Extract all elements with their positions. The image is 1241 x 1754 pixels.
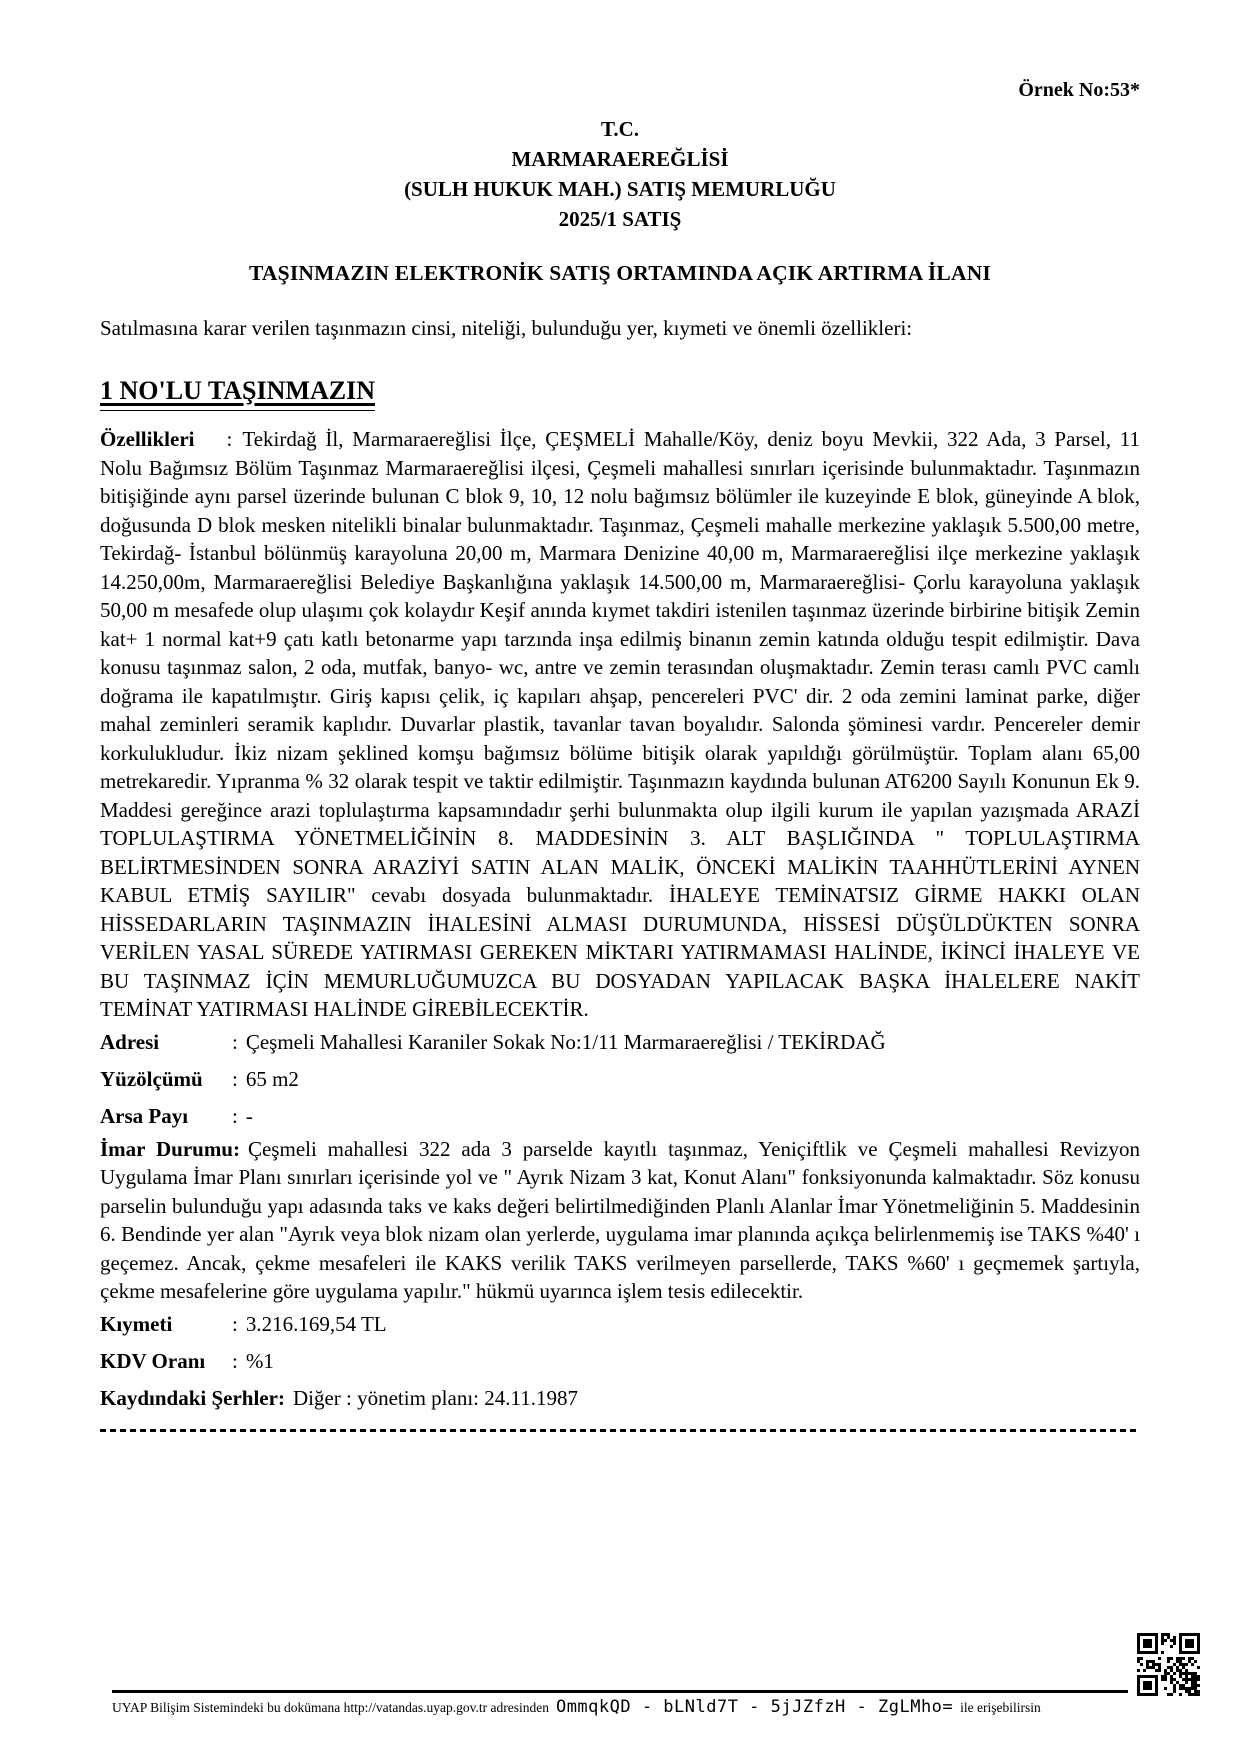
court-header	[100, 114, 1140, 234]
footer-access-code: OmmqkQD - bLNld7T - 5jJZfzH - ZgLMho=	[555, 1697, 954, 1717]
serhler-value: Diğer : yönetim planı: 24.11.1987	[292, 1385, 578, 1410]
header-line-case-number: 2025/1 SATIŞ	[558, 207, 682, 231]
dashed-separator	[100, 1429, 1140, 1432]
kiymeti-label: Kıymeti	[100, 1311, 173, 1336]
ornek-no: Örnek No:53*	[1018, 79, 1140, 101]
yuzolcumu-value: 65 m2	[245, 1066, 299, 1091]
yuzolcumu-colon: :	[232, 1066, 238, 1091]
kiymeti-colon: :	[232, 1311, 238, 1336]
yuzolcumu-label: Yüzölçümü	[100, 1066, 203, 1091]
field-row-serhler	[100, 1380, 1140, 1417]
kdv-orani-label: KDV Oranı	[100, 1348, 206, 1373]
ozellikleri-colon: :	[226, 427, 233, 451]
adresi-colon: :	[232, 1029, 238, 1054]
kdv-orani-colon: :	[232, 1348, 238, 1373]
header-line-tc: T.C.	[600, 117, 640, 141]
kdv-orani-value: %1	[245, 1348, 274, 1373]
qr-code-icon	[1137, 1633, 1200, 1696]
ozellikleri-paragraph	[100, 425, 1140, 1024]
section-heading-text: 1 NO'LU TAŞINMAZIN	[100, 376, 375, 411]
imar-durumu-text: Çeşmeli mahallesi 322 ada 3 parselde kayıtlı taşınmaz, Yeniçiftlik ve Çeşmeli mahallesi Revizyon Uygulama İmar Planı sınırları içerisinde yol ve " Ayrık Nizam 3 kat, Konut Alanı" fonksiyonunda kalmaktadır. Söz konusu parselin bulunduğu yapı adasında taks ve kaks değeri belirtilmediğinden Planlı Alanlar İmar Yönetmeliğinin 5. Maddesinin 6. Bendinde yer alan "Ayrık veya blok nizam olan yerlerde, uygulama imar planında açıkça belirlenmemiş ise TAKS %40' ı geçemez. Ancak, çekme mesafeleri ile KAKS verilik TAKS verilmeyen parsellerde, TAKS %60' ı geçmemek şartıyla, çekme mesafelerine göre uygulama yapılır." hükmü uyarınca işlem tesis edilecektir.	[100, 1136, 1140, 1303]
footer-access-suffix: ile erişebilirsin	[960, 1700, 1041, 1715]
adresi-value: Çeşmeli Mahallesi Karaniler Sokak No:1/11 Marmaraereğlisi / TEKİRDAĞ	[245, 1029, 886, 1054]
document-title: TAŞINMAZIN ELEKTRONİK SATIŞ ORTAMINDA AÇIK ARTIRMA İLANI	[248, 261, 991, 285]
field-row-arsa-payi	[100, 1098, 1140, 1135]
intro-text: Satılmasına karar verilen taşınmazın cinsi, niteliği, bulunduğu yer, kıymeti ve önemli özellikleri:	[100, 316, 913, 340]
adresi-label: Adresi	[100, 1029, 160, 1054]
arsa-payi-colon: :	[232, 1103, 238, 1128]
section-heading-property-1	[100, 376, 1140, 411]
field-row-yuzolcumu	[100, 1061, 1140, 1098]
header-line-court: MARMARAEREĞLİSİ	[511, 147, 729, 171]
arsa-payi-label: Arsa Payı	[100, 1103, 189, 1128]
imar-durumu-label: İmar Durumu:	[100, 1136, 240, 1161]
header-line-office: (SULH HUKUK MAH.) SATIŞ MEMURLUĞU	[404, 177, 836, 201]
imar-durumu-paragraph	[100, 1135, 1140, 1306]
kiymeti-value: 3.216.169,54 TL	[245, 1311, 387, 1336]
field-row-kiymeti	[100, 1306, 1140, 1343]
serhler-label: Kaydındaki Şerhler:	[100, 1385, 285, 1410]
ozellikleri-text: Tekirdağ İl, Marmaraereğlisi İlçe, ÇEŞMELİ Mahalle/Köy, deniz boyu Mevkii, 322 Ada, 3 Parsel, 11 Nolu Bağımsız Bölüm Taşınmaz Marmaraereğlisi ilçesi, Çeşmeli mahallesi sınırları içerisinde bulunmaktadır. Taşınmazın bitişiğinde aynı parsel üzerinde bulunan C blok 9, 10, 12 nolu bağımsız bölümler ile kuzeyinde E blok, güneyinde A blok, doğusunda D blok mesken nitelikli binalar bulunmaktadır. Taşınmaz, Çeşmeli mahalle merkezine yaklaşık 5.500,00 metre, Tekirdağ- İstanbul bölünmüş karayoluna 20,00 m, Marmara Denizine 40,00 m, Marmaraereğlisi ilçe merkezine yaklaşık 14.250,00m, Marmaraereğlisi Belediye Başkanlığına yaklaşık 14.500,00 m, Marmaraereğlisi- Çorlu karayoluna yaklaşık 50,00 m mesafede olup ulaşımı çok kolaydır Keşif anında kıymet takdiri istenilen taşınmaz üzerinde birbirine bitişik Zemin kat+ 1 normal kat+9 çatı katlı betonarme yapı tarzında inşa edilmiş binanın zemin katında olduğu tespit edilmiştir. Dava konusu taşınmaz salon, 2 oda, mutfak, banyo- wc, antre ve zemin terasından oluşmaktadır. Zemin terası camlı PVC camlı doğrama ile kapatılmıştır. Giriş kapısı çelik, iç kapıları ahşap, pencereleri PVC' dir. 2 oda zemini laminat parke, diğer mahal zeminleri seramik kaplıdır. Duvarlar plastik, tavanlar tavan boyalıdır. Salonda şöminesi vardır. Pencereler demir korkulukludur. İkiz nizam şeklined komşu bağımsız bölüme bitişik olarak yapıldığı görülmüştür. Toplam alanı 65,00 metrekaredir. Yıpranma % 32 olarak tespit ve taktir edilmiştir. Taşınmazın kaydında bulunan AT6200 Sayılı Konunun Ek 9. Maddesi gereğince arazi toplulaştırma kapsamındadır şerhi bulunmakta olup ilgili kurum ile yapılan yazışmada ARAZİ TOPLULAŞTIRMA YÖNETMELİĞİNİN 8. MADDESİNİN 3. ALT BAŞLIĞINDA " TOPLULAŞTIRMA BELİRTMESİNDEN SONRA ARAZİYİ SATIN ALAN MALİK, ÖNCEKİ MALİKİN TAAHHÜTLERİNİ AYNEN KABUL ETMİŞ SAYILIR" cevabı dosyada bulunmaktadır. İHALEYE TEMİNATSIZ GİRME HAKKI OLAN HİSSEDARLARIN TAŞINMAZIN İHALESİNİ ALMASI DURUMUNDA, HİSSESİ DÜŞÜLDÜKTEN SONRA VERİLEN YASAL SÜREDE YATIRMASI GEREKEN MİKTARI YATIRMAMASI HALİNDE, İKİNCİ İHALEYE VE BU TAŞINMAZ İÇİN MEMURLUĞUMUZCA BU DOSYADAN YAPILACAK BAŞKA İHALELERE NAKİT TEMİNAT YATIRMASI HALİNDE GİREBİLECEKTİR.	[100, 427, 1140, 1021]
arsa-payi-value: -	[245, 1103, 253, 1128]
footer	[112, 1690, 1128, 1717]
field-row-kdv-orani	[100, 1343, 1140, 1380]
ozellikleri-label: Özellikleri	[100, 427, 195, 451]
field-row-adresi	[100, 1024, 1140, 1061]
footer-access-prefix: UYAP Bilişim Sistemindeki bu dokümana http://vatandas.uyap.gov.tr adresinden	[112, 1700, 549, 1715]
